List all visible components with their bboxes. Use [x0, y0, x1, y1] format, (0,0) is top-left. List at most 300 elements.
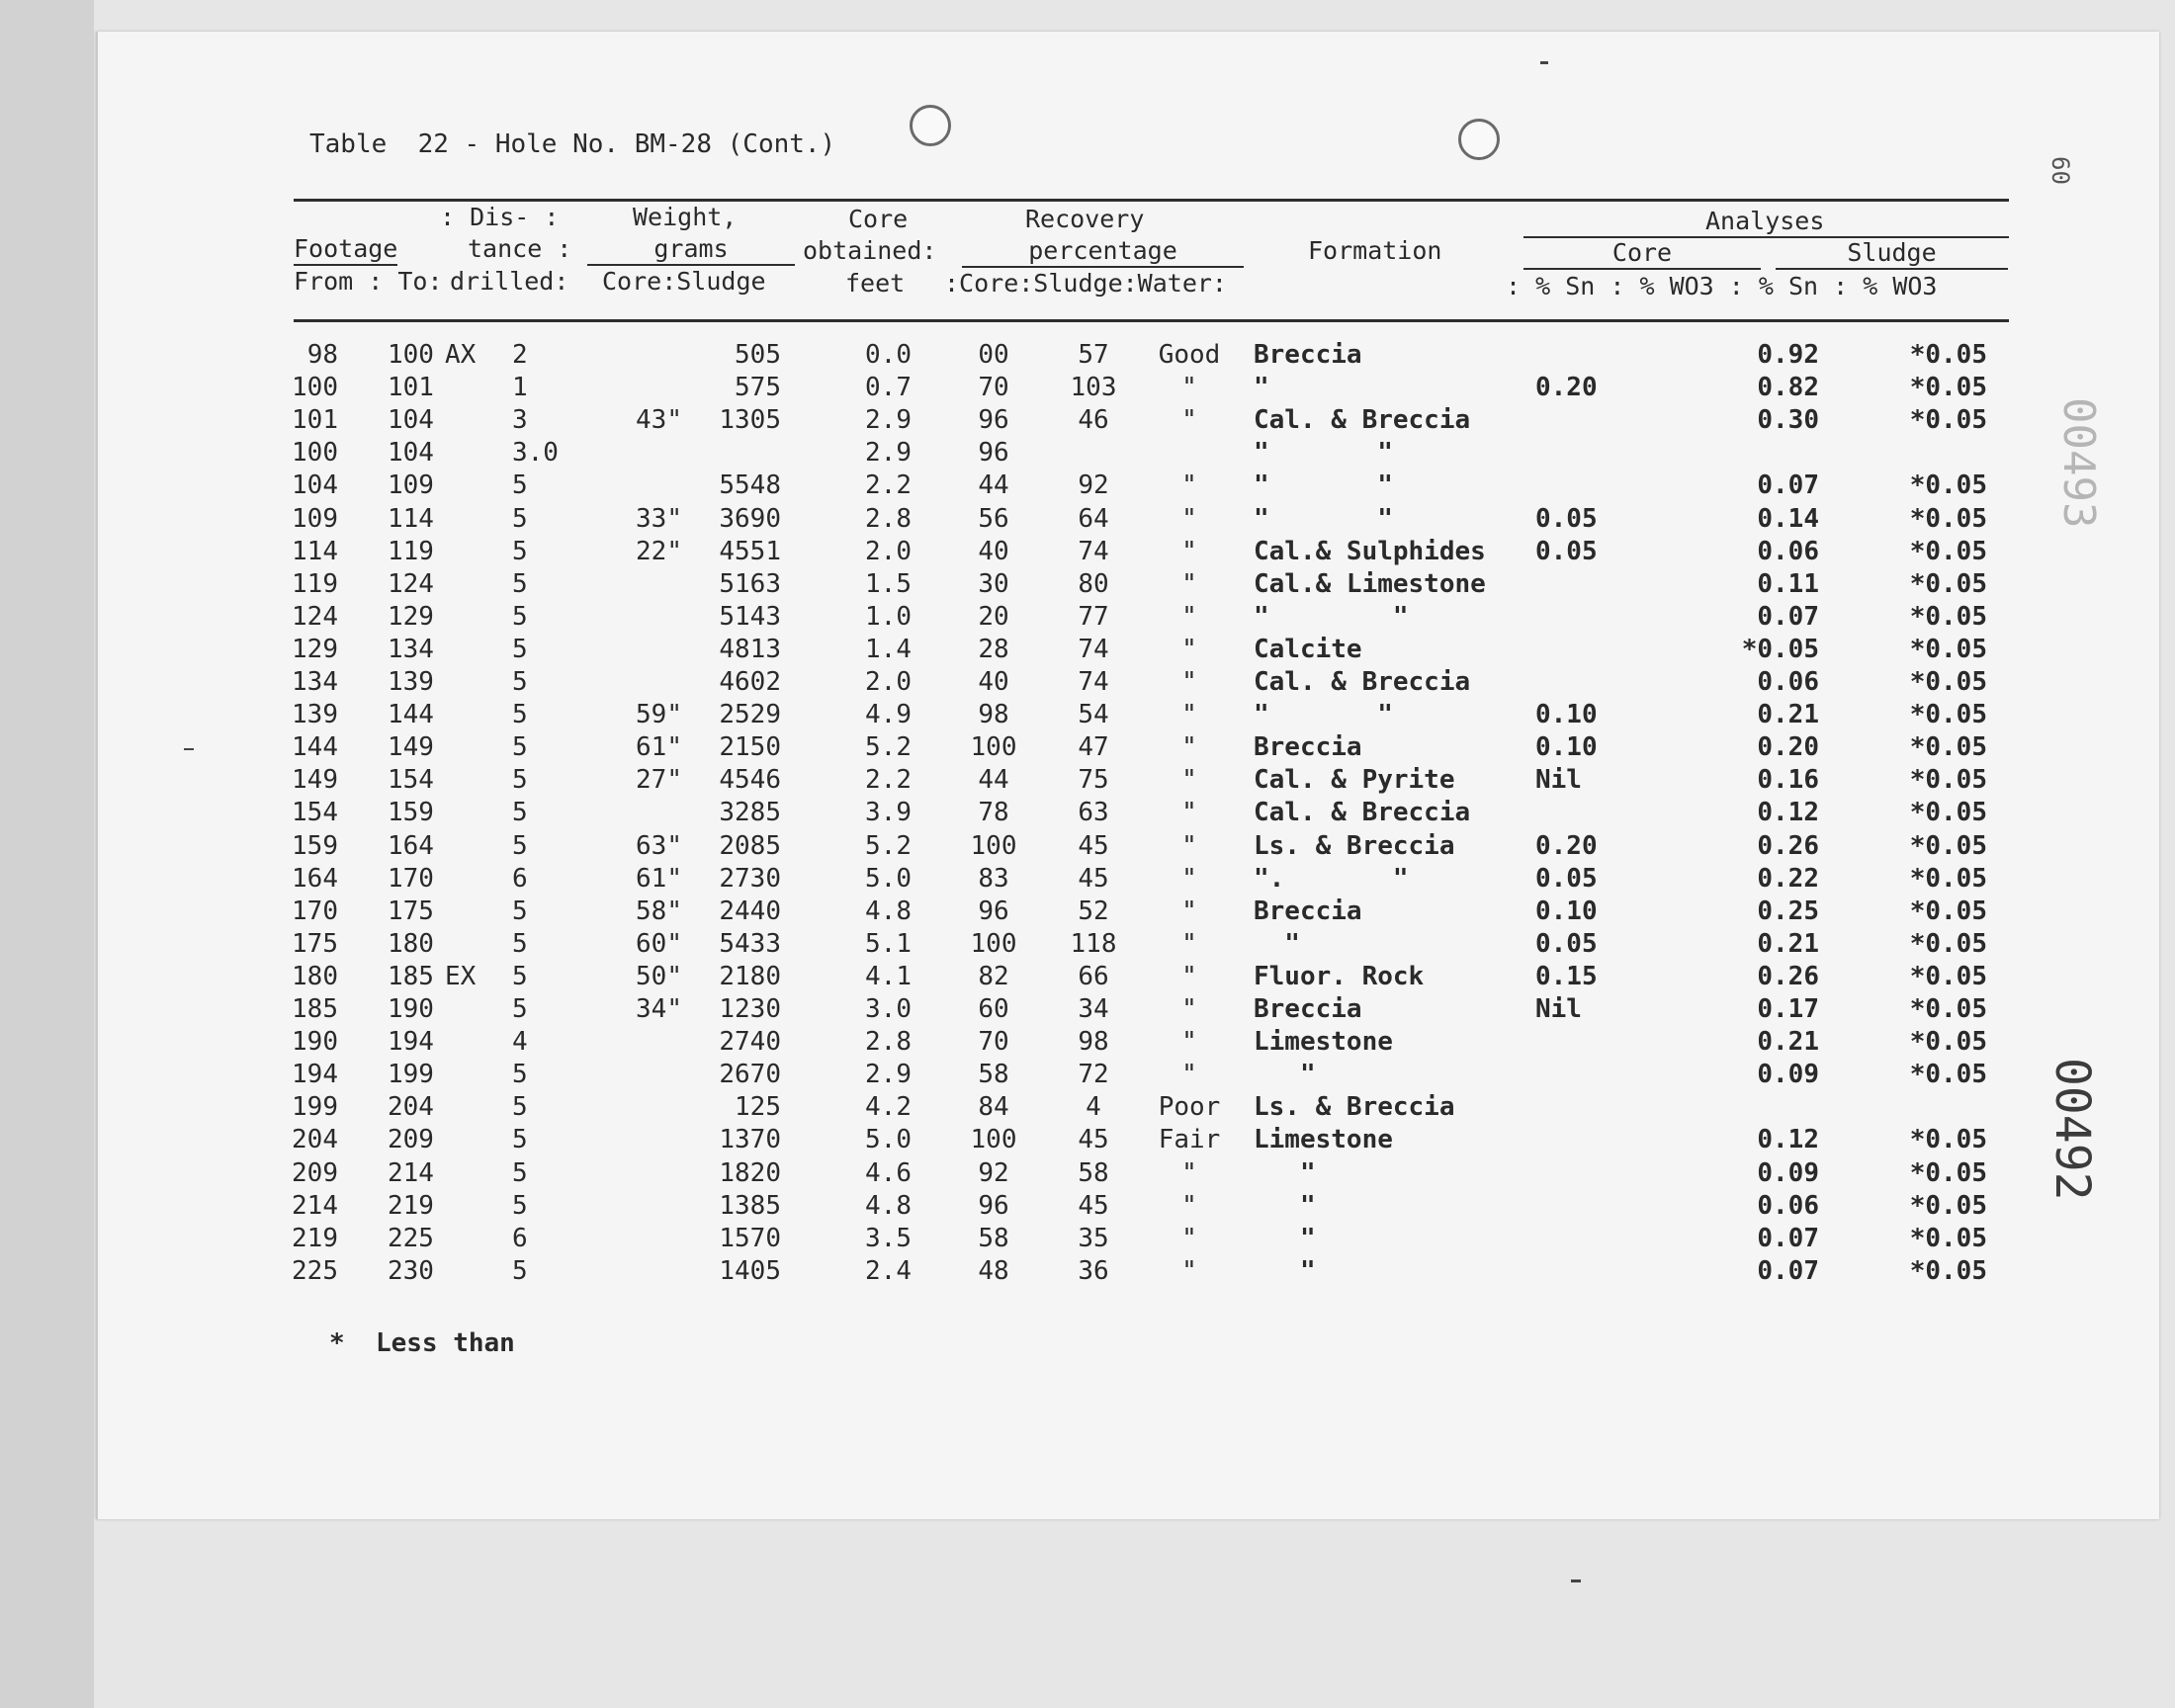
cell-sludge-wo3: *0.05 — [1909, 961, 1987, 991]
cell-water: " — [1181, 732, 1197, 763]
cell-rcore: 82 — [978, 961, 1009, 991]
cell-core-sn: Nil — [1535, 994, 1582, 1024]
cell-sludge-wo3: *0.05 — [1909, 1157, 1987, 1188]
cell-wsludge: 4551 — [719, 536, 781, 566]
table-row — [0, 1223, 2175, 1255]
cell-water: Fair — [1158, 1125, 1221, 1155]
scan-mark-bottom — [1571, 1580, 1581, 1582]
scan-mark-top — [1540, 61, 1548, 64]
header-core-sludge-water: :Core:Sludge:Water: — [944, 269, 1227, 298]
cell-formation: Fluor. Rock — [1254, 961, 1425, 991]
cell-formation: " " — [1254, 503, 1393, 534]
cell-sludge-sn: 0.09 — [1757, 1157, 1819, 1188]
header-sn-wo3: : % Sn : % WO3 : % Sn : % WO3 — [1506, 272, 1938, 300]
cell-rsludge: 103 — [1070, 373, 1117, 403]
cell-from: 104 — [292, 470, 338, 501]
cell-drilled: 5 — [512, 765, 528, 796]
cell-feet: 2.9 — [865, 438, 912, 469]
cell-drilled: 6 — [512, 1223, 528, 1253]
cell-rsludge: 66 — [1078, 961, 1109, 991]
cell-wsludge: 3285 — [719, 798, 781, 828]
cell-water: " — [1181, 863, 1197, 894]
cell-rsludge: 34 — [1078, 994, 1109, 1024]
cell-to: 104 — [388, 405, 434, 436]
cell-rsludge: 54 — [1078, 700, 1109, 730]
cell-rsludge: 98 — [1078, 1027, 1109, 1058]
cell-formation: Limestone — [1254, 1027, 1393, 1058]
cell-wsludge: 5143 — [719, 601, 781, 632]
cell-drilled: 5 — [512, 1190, 528, 1221]
cell-from: 209 — [292, 1157, 338, 1188]
header-analyses: Analyses — [1705, 207, 1825, 235]
table-title: Table 22 - Hole No. BM-28 (Cont.) — [309, 129, 836, 159]
cell-wsludge: 5163 — [719, 568, 781, 599]
cell-to: 139 — [388, 667, 434, 697]
cell-wsludge: 1305 — [719, 405, 781, 436]
cell-rcore: 58 — [978, 1223, 1009, 1253]
cell-sludge-wo3: *0.05 — [1909, 536, 1987, 566]
table-row — [0, 666, 2175, 699]
cell-sludge-sn: 0.82 — [1757, 373, 1819, 403]
cell-sludge-wo3: *0.05 — [1909, 1190, 1987, 1221]
cell-wsludge: 1385 — [719, 1190, 781, 1221]
cell-to: 219 — [388, 1190, 434, 1221]
cell-formation: " " — [1254, 601, 1409, 632]
cell-wsludge: 125 — [735, 1092, 781, 1123]
cell-sludge-sn: 0.16 — [1757, 765, 1819, 796]
cell-feet: 5.0 — [865, 863, 912, 894]
cell-sludge-sn: 0.14 — [1757, 503, 1819, 534]
cell-formation: Cal.& Limestone — [1254, 568, 1486, 599]
cell-water: " — [1181, 1223, 1197, 1253]
cell-feet: 2.4 — [865, 1255, 912, 1286]
cell-sludge-sn: 0.09 — [1757, 1060, 1819, 1090]
cell-wcore: 60" — [636, 928, 682, 959]
cell-sludge-sn: 0.26 — [1757, 961, 1819, 991]
cell-water: " — [1181, 373, 1197, 403]
cell-from: 175 — [292, 928, 338, 959]
cell-drilled: 3.0 — [512, 438, 559, 469]
cell-water: " — [1181, 896, 1197, 926]
cell-rsludge: 45 — [1078, 863, 1109, 894]
cell-to: 209 — [388, 1125, 434, 1155]
cell-water: " — [1181, 1255, 1197, 1286]
cell-to: 230 — [388, 1255, 434, 1286]
cell-to: 114 — [388, 503, 434, 534]
header-core-obtained: Core — [848, 205, 909, 233]
cell-feet: 1.5 — [865, 568, 912, 599]
table-row — [0, 830, 2175, 863]
cell-from: 154 — [292, 798, 338, 828]
cell-from: 204 — [292, 1125, 338, 1155]
cell-to: 134 — [388, 634, 434, 664]
punch-hole-right — [1458, 119, 1500, 160]
cell-rsludge: 74 — [1078, 667, 1109, 697]
cell-feet: 0.0 — [865, 340, 912, 370]
cell-sludge-wo3: *0.05 — [1909, 568, 1987, 599]
cell-rsludge: 80 — [1078, 568, 1109, 599]
cell-sludge-sn: 0.26 — [1757, 830, 1819, 861]
header-bottom-rule — [294, 319, 2009, 322]
cell-sludge-sn: 0.92 — [1757, 340, 1819, 370]
cell-sludge-sn: 0.06 — [1757, 536, 1819, 566]
cell-rcore: 96 — [978, 896, 1009, 926]
cell-rcore: 60 — [978, 994, 1009, 1024]
cell-water: " — [1181, 568, 1197, 599]
header-drilled: drilled: — [450, 267, 569, 296]
table-row — [0, 470, 2175, 502]
cell-rsludge: 63 — [1078, 798, 1109, 828]
cell-sludge-wo3: *0.05 — [1909, 634, 1987, 664]
cell-water: " — [1181, 700, 1197, 730]
cell-drilled: 5 — [512, 1060, 528, 1090]
cell-formation: " " — [1254, 700, 1393, 730]
cell-sludge-wo3: *0.05 — [1909, 470, 1987, 501]
cell-drilled: 5 — [512, 470, 528, 501]
cell-sludge-wo3: *0.05 — [1909, 601, 1987, 632]
cell-drilled: 5 — [512, 830, 528, 861]
cell-water: " — [1181, 1157, 1197, 1188]
cell-rcore: 100 — [970, 732, 1017, 763]
margin-page-number: 60 — [2046, 156, 2074, 185]
cell-drilled: 6 — [512, 863, 528, 894]
cell-core-sn: 0.05 — [1535, 503, 1598, 534]
cell-water: " — [1181, 1060, 1197, 1090]
cell-rcore: 00 — [978, 340, 1009, 370]
cell-feet: 2.0 — [865, 667, 912, 697]
cell-rsludge: 45 — [1078, 1190, 1109, 1221]
cell-sludge-wo3: *0.05 — [1909, 994, 1987, 1024]
table-row — [0, 568, 2175, 601]
cell-feet: 4.9 — [865, 700, 912, 730]
cell-feet: 2.2 — [865, 470, 912, 501]
cell-feet: 2.0 — [865, 536, 912, 566]
margin-stamp: 00492 — [2044, 1058, 2100, 1201]
cell-sludge-wo3: *0.05 — [1909, 1223, 1987, 1253]
header-from-to: From : To: — [294, 267, 443, 296]
cell-wcore: 34" — [636, 994, 682, 1024]
cell-drilled: 5 — [512, 896, 528, 926]
cell-rcore: 44 — [978, 470, 1009, 501]
cell-wsludge: 1820 — [719, 1157, 781, 1188]
cell-formation: Limestone — [1254, 1125, 1393, 1155]
cell-wsludge: 2440 — [719, 896, 781, 926]
cell-wcore: 61" — [636, 732, 682, 763]
cell-core-sn: Nil — [1535, 765, 1582, 796]
cell-from: 134 — [292, 667, 338, 697]
cell-to: 129 — [388, 601, 434, 632]
cell-sludge-sn: 0.07 — [1757, 470, 1819, 501]
cell-rcore: 83 — [978, 863, 1009, 894]
cell-sludge-wo3: *0.05 — [1909, 700, 1987, 730]
cell-feet: 3.0 — [865, 994, 912, 1024]
cell-to: 194 — [388, 1027, 434, 1058]
cell-drilled: 5 — [512, 700, 528, 730]
cell-feet: 4.2 — [865, 1092, 912, 1123]
header-top-rule — [294, 199, 2009, 202]
cell-drilled: 5 — [512, 1157, 528, 1188]
cell-water: " — [1181, 765, 1197, 796]
cell-sludge-sn: 0.07 — [1757, 601, 1819, 632]
cell-sludge-sn: 0.12 — [1757, 798, 1819, 828]
table-row — [0, 503, 2175, 536]
cell-rcore: 40 — [978, 536, 1009, 566]
cell-water: " — [1181, 601, 1197, 632]
header-tance: tance : — [468, 234, 572, 263]
cell-sludge-sn: 0.06 — [1757, 667, 1819, 697]
cell-wsludge: 4602 — [719, 667, 781, 697]
cell-formation: " — [1254, 1223, 1316, 1253]
cell-rsludge: 36 — [1078, 1255, 1109, 1286]
cell-rsludge: 64 — [1078, 503, 1109, 534]
cell-to: 164 — [388, 830, 434, 861]
cell-from: 214 — [292, 1190, 338, 1221]
cell-water: " — [1181, 961, 1197, 991]
cell-sludge-wo3: *0.05 — [1909, 667, 1987, 697]
cell-feet: 5.2 — [865, 732, 912, 763]
cell-to: 124 — [388, 568, 434, 599]
cell-rsludge: 45 — [1078, 1125, 1109, 1155]
margin-stamp-faint: 00493 — [2053, 397, 2104, 529]
table-row — [0, 1255, 2175, 1288]
cell-rcore: 96 — [978, 1190, 1009, 1221]
cell-to: 175 — [388, 896, 434, 926]
table-row — [0, 1124, 2175, 1156]
cell-core-sn: 0.05 — [1535, 536, 1598, 566]
cell-wsludge: 5433 — [719, 928, 781, 959]
cell-water: " — [1181, 503, 1197, 534]
cell-rsludge: 118 — [1070, 928, 1117, 959]
cell-core-sn: 0.10 — [1535, 896, 1598, 926]
cell-feet: 4.8 — [865, 1190, 912, 1221]
cell-from: 164 — [292, 863, 338, 894]
cell-water: " — [1181, 634, 1197, 664]
cell-drilled: 5 — [512, 928, 528, 959]
cell-water: Good — [1158, 340, 1221, 370]
cell-wsludge: 4546 — [719, 765, 781, 796]
table-row — [0, 764, 2175, 797]
cell-rsludge: 45 — [1078, 830, 1109, 861]
cell-wsludge: 2529 — [719, 700, 781, 730]
cell-from: 199 — [292, 1092, 338, 1123]
cell-rcore: 100 — [970, 928, 1017, 959]
cell-drilled: 5 — [512, 503, 528, 534]
cell-wsludge: 1230 — [719, 994, 781, 1024]
cell-wsludge: 2180 — [719, 961, 781, 991]
footnote: * Less than — [329, 1328, 515, 1358]
cell-sludge-sn: 0.07 — [1757, 1255, 1819, 1286]
table-row — [0, 1059, 2175, 1091]
table-row — [0, 1190, 2175, 1223]
cell-sludge-sn: 0.07 — [1757, 1223, 1819, 1253]
cell-formation: " " — [1254, 470, 1393, 501]
cell-water: " — [1181, 536, 1197, 566]
cell-drilled: 5 — [512, 536, 528, 566]
cell-rcore: 98 — [978, 700, 1009, 730]
cell-from: 149 — [292, 765, 338, 796]
cell-rcore: 20 — [978, 601, 1009, 632]
cell-drilled: 5 — [512, 798, 528, 828]
cell-water: " — [1181, 928, 1197, 959]
cell-from: 114 — [292, 536, 338, 566]
analyses-underline — [1523, 236, 2009, 238]
table-row — [0, 437, 2175, 470]
table-row — [0, 339, 2175, 372]
cell-sludge-wo3: *0.05 — [1909, 1255, 1987, 1286]
cell-rsludge: 92 — [1078, 470, 1109, 501]
cell-drilled: 5 — [512, 1125, 528, 1155]
cell-formation: Calcite — [1254, 634, 1362, 664]
cell-sludge-sn: 0.30 — [1757, 405, 1819, 436]
cell-wsludge: 2085 — [719, 830, 781, 861]
cell-sludge-wo3: *0.05 — [1909, 830, 1987, 861]
table-row — [0, 404, 2175, 437]
cell-rcore: 30 — [978, 568, 1009, 599]
table-row — [0, 1091, 2175, 1124]
table-row — [0, 699, 2175, 731]
cell-sludge-sn: 0.25 — [1757, 896, 1819, 926]
cell-feet: 2.9 — [865, 405, 912, 436]
cell-rcore: 44 — [978, 765, 1009, 796]
cell-feet: 5.0 — [865, 1125, 912, 1155]
cell-to: 154 — [388, 765, 434, 796]
header-weight: Weight, — [633, 203, 738, 231]
cell-rcore: 96 — [978, 438, 1009, 469]
header-recovery: Recovery — [1025, 205, 1145, 233]
table-row — [0, 1157, 2175, 1190]
cell-rcore: 100 — [970, 830, 1017, 861]
cell-from: 144 — [292, 732, 338, 763]
cell-sludge-sn: 0.21 — [1757, 700, 1819, 730]
cell-to: 119 — [388, 536, 434, 566]
cell-water: " — [1181, 830, 1197, 861]
cell-rcore: 56 — [978, 503, 1009, 534]
header-core-sludge: Core:Sludge — [602, 267, 766, 296]
cell-from: 124 — [292, 601, 338, 632]
cell-water: " — [1181, 1190, 1197, 1221]
cell-from: 101 — [292, 405, 338, 436]
cell-feet: 3.5 — [865, 1223, 912, 1253]
cell-rcore: 100 — [970, 1125, 1017, 1155]
cell-rsludge: 35 — [1078, 1223, 1109, 1253]
cell-drilled: 2 — [512, 340, 528, 370]
cell-to: 100 — [388, 340, 434, 370]
table-row — [0, 863, 2175, 896]
cell-wcore: 27" — [636, 765, 682, 796]
cell-wcore: 43" — [636, 405, 682, 436]
cell-sludge-wo3: *0.05 — [1909, 1027, 1987, 1058]
cell-from: 225 — [292, 1255, 338, 1286]
cell-rcore: 84 — [978, 1092, 1009, 1123]
cell-to: 149 — [388, 732, 434, 763]
cell-drilled: 5 — [512, 961, 528, 991]
cell-rcore: 58 — [978, 1060, 1009, 1090]
cell-wsludge: 2730 — [719, 863, 781, 894]
cell-rsludge: 58 — [1078, 1157, 1109, 1188]
cell-to: 109 — [388, 470, 434, 501]
cell-from: 139 — [292, 700, 338, 730]
cell-to: 144 — [388, 700, 434, 730]
cell-rsludge: 46 — [1078, 405, 1109, 436]
cell-formation: Breccia — [1254, 896, 1362, 926]
cell-core-sn: 0.05 — [1535, 863, 1598, 894]
cell-water: " — [1181, 470, 1197, 501]
cell-feet: 0.7 — [865, 373, 912, 403]
cell-rcore: 96 — [978, 405, 1009, 436]
cell-drilled: 3 — [512, 405, 528, 436]
cell-sludge-sn: 0.12 — [1757, 1125, 1819, 1155]
cell-rcore: 70 — [978, 1027, 1009, 1058]
cell-drilled: 5 — [512, 994, 528, 1024]
cell-drilled: 1 — [512, 373, 528, 403]
cell-formation: " — [1254, 1157, 1316, 1188]
table-row — [0, 601, 2175, 634]
cell-from: 185 — [292, 994, 338, 1024]
header-obtained: obtained: — [803, 236, 937, 265]
cell-sludge-sn: 0.17 — [1757, 994, 1819, 1024]
cell-wcore: 58" — [636, 896, 682, 926]
header-footage: Footage — [294, 234, 397, 266]
cell-sludge-sn: *0.05 — [1741, 634, 1819, 664]
cell-sludge-sn: 0.21 — [1757, 928, 1819, 959]
cell-wsludge: 575 — [735, 373, 781, 403]
cell-wcore: 63" — [636, 830, 682, 861]
cell-formation: " — [1254, 1060, 1316, 1090]
cell-to: 199 — [388, 1060, 434, 1090]
cell-water: Poor — [1158, 1092, 1221, 1123]
cell-core-sn: 0.05 — [1535, 928, 1598, 959]
header-grams: grams — [587, 234, 795, 266]
cell-wcore: 59" — [636, 700, 682, 730]
cell-core-sn: 0.20 — [1535, 830, 1598, 861]
cell-core-sn: 0.20 — [1535, 373, 1598, 403]
cell-to: 159 — [388, 798, 434, 828]
cell-rcore: 48 — [978, 1255, 1009, 1286]
cell-formation: " — [1254, 1190, 1316, 1221]
cell-rsludge: 4 — [1086, 1092, 1101, 1123]
header-formation: Formation — [1308, 236, 1442, 265]
cell-sludge-sn: 0.11 — [1757, 568, 1819, 599]
header-sludge: Sludge — [1776, 238, 2008, 270]
cell-formation: Cal. & Breccia — [1254, 405, 1471, 436]
cell-wsludge: 5548 — [719, 470, 781, 501]
cell-rsludge: 57 — [1078, 340, 1109, 370]
cell-wsludge: 505 — [735, 340, 781, 370]
cell-sludge-wo3: *0.05 — [1909, 765, 1987, 796]
cell-drilled: 4 — [512, 1027, 528, 1058]
cell-feet: 2.8 — [865, 503, 912, 534]
cell-from: 190 — [292, 1027, 338, 1058]
cell-wsludge: 1570 — [719, 1223, 781, 1253]
table-row — [0, 896, 2175, 928]
cell-feet: 2.8 — [865, 1027, 912, 1058]
cell-from: 98 — [306, 340, 338, 370]
cell-feet: 4.6 — [865, 1157, 912, 1188]
cell-feet: 1.0 — [865, 601, 912, 632]
cell-core-sn: 0.15 — [1535, 961, 1598, 991]
cell-formation: ". " — [1254, 863, 1409, 894]
cell-rcore: 40 — [978, 667, 1009, 697]
cell-formation: Breccia — [1254, 994, 1362, 1024]
cell-to: 190 — [388, 994, 434, 1024]
cell-rsludge: 75 — [1078, 765, 1109, 796]
cell-sludge-wo3: *0.05 — [1909, 928, 1987, 959]
cell-feet: 3.9 — [865, 798, 912, 828]
cell-to: 204 — [388, 1092, 434, 1123]
cell-water: " — [1181, 1027, 1197, 1058]
cell-wcore: 33" — [636, 503, 682, 534]
cell-drilled: 5 — [512, 634, 528, 664]
